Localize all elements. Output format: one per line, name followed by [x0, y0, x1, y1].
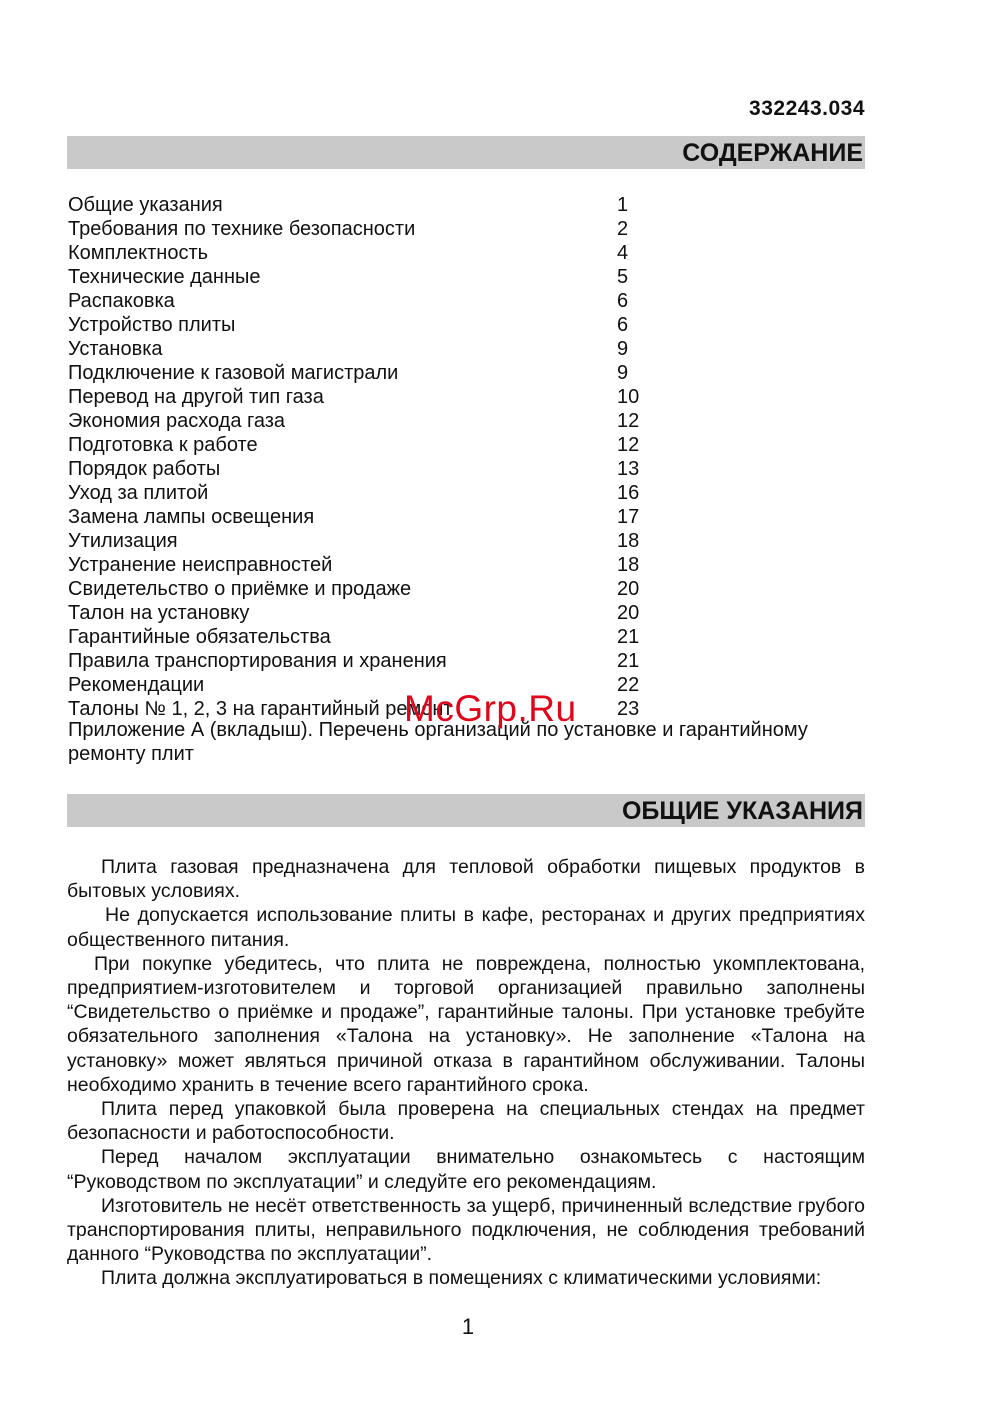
- toc-item-title: Утилизация: [68, 530, 178, 552]
- toc-item-title: Устранение неисправностей: [68, 554, 333, 576]
- toc-item: [68, 385, 868, 409]
- toc-item-page: 17: [617, 506, 640, 528]
- toc-heading: СОДЕРЖАНИЕ: [67, 136, 865, 169]
- toc-item-title: Рекомендации: [68, 674, 205, 696]
- page-number: 1: [461, 1314, 475, 1339]
- toc-item: [68, 313, 868, 337]
- toc-item-page: 10: [617, 386, 640, 408]
- toc-item-title: Подготовка к работе: [68, 434, 258, 456]
- toc-item-title: Талоны № 1, 2, 3 на гарантийный ремонт: [68, 698, 453, 720]
- toc-item-page: 21: [617, 626, 640, 648]
- toc-item-title: Комплектность: [68, 242, 209, 264]
- toc-item-title: Гарантийные обязательства: [68, 626, 331, 648]
- toc-item: [68, 529, 868, 553]
- toc-item: [68, 553, 868, 577]
- toc-item: [68, 433, 868, 457]
- toc-item-page: 23: [617, 698, 640, 720]
- toc-item: [68, 601, 868, 625]
- toc-appendix-entry: Приложение А (вкладыш). Перечень организаций по установке и гарантийному ремонту плит: [68, 719, 808, 765]
- toc-item: [68, 337, 868, 361]
- toc-item-title: Распаковка: [68, 290, 175, 312]
- watermark-logo: McGrp.Ru: [404, 688, 577, 729]
- table-of-contents: [68, 193, 868, 721]
- general-heading: ОБЩИЕ УКАЗАНИЯ: [67, 794, 865, 827]
- toc-item-page: 1: [617, 194, 629, 216]
- toc-item-title: Порядок работы: [68, 458, 221, 480]
- toc-item-page: 2: [617, 218, 629, 240]
- toc-item-page: 21: [617, 650, 640, 672]
- toc-item-page: 16: [617, 482, 640, 504]
- toc-item: [68, 649, 868, 673]
- toc-item-page: 18: [617, 530, 640, 552]
- toc-item-title: Устройство плиты: [68, 314, 236, 336]
- toc-item-page: 12: [617, 410, 640, 432]
- toc-item-page: 18: [617, 554, 640, 576]
- toc-item-page: 6: [617, 314, 629, 336]
- toc-item-title: Экономия расхода газа: [68, 410, 286, 432]
- toc-item-title: Правила транспортирования и хранения: [68, 650, 447, 672]
- toc-item: [68, 409, 868, 433]
- toc-item: [68, 241, 868, 265]
- paragraph: Плита должна эксплуатироваться в помещениях с климатическими условиями:: [101, 1267, 822, 1290]
- toc-item-title: Подключение к газовой магистрали: [68, 362, 399, 384]
- paragraph: Изготовитель не несёт ответственность за ущерб, причиненный вследствие грубого транспортирования плиты, неправильного подключения, не соблюдения требований данного “Руководства по эксплуатации”.: [67, 1194, 865, 1266]
- toc-item-page: 9: [617, 362, 629, 384]
- toc-item-page: 5: [617, 266, 629, 288]
- toc-item-title: Перевод на другой тип газа: [68, 386, 324, 408]
- toc-item-title: Технические данные: [68, 266, 261, 288]
- toc-item: [68, 505, 868, 529]
- toc-item: [68, 217, 868, 241]
- toc-item-title: Требования по технике безопасности: [68, 218, 416, 240]
- paragraph: При покупке убедитесь, что плита не повреждена, полностью укомплектована, предприятием-изготовителем и торговой организацией правильно заполнены “Свидетельство о приёмке и продаже”, гарантийные талоны. При установке требуйте обязательного заполнения «Талона на установку». Не заполнение «Талона на установку» может являться причиной отказа в гарантийном обслуживании. Талоны необходимо хранить в течение всего гарантийного срока.: [67, 952, 865, 1096]
- toc-item-title: Установка: [68, 338, 163, 360]
- toc-item-page: 6: [617, 290, 629, 312]
- toc-item-title: Уход за плитой: [68, 482, 209, 504]
- toc-item-page: 9: [617, 338, 629, 360]
- toc-item: [68, 265, 868, 289]
- toc-item-page: 12: [617, 434, 640, 456]
- paragraph: Не допускается использование плиты в кафе, ресторанах и других предприятиях общественного питания.: [67, 904, 865, 951]
- toc-item-title: Талон на установку: [68, 602, 250, 624]
- toc-item-page: 13: [617, 458, 640, 480]
- toc-item-title: Общие указания: [68, 194, 223, 216]
- toc-item: [68, 625, 868, 649]
- toc-item-page: 20: [617, 602, 640, 624]
- toc-item-page: 4: [617, 242, 629, 264]
- toc-item: [68, 457, 868, 481]
- paragraph: Плита газовая предназначена для тепловой обработки пищевых продуктов в бытовых условиях.: [67, 856, 865, 903]
- toc-item-page: 22: [617, 674, 640, 696]
- document-code: 332243.034: [749, 97, 865, 120]
- toc-item-page: 20: [617, 578, 640, 600]
- toc-item-title: Замена лампы освещения: [68, 506, 315, 528]
- toc-item: [68, 577, 868, 601]
- toc-item: [68, 193, 868, 217]
- general-text: [67, 855, 865, 1291]
- toc-item-title: Свидетельство о приёмке и продаже: [68, 578, 412, 600]
- toc-item: [68, 361, 868, 385]
- toc-item: [68, 481, 868, 505]
- paragraph: Перед началом эксплуатации внимательно ознакомьтесь с настоящим “Руководством по эксплуатации” и следуйте его рекомендациям.: [67, 1146, 865, 1193]
- toc-item: [68, 289, 868, 313]
- paragraph: Плита перед упаковкой была проверена на специальных стендах на предмет безопасности и работоспособности.: [67, 1098, 865, 1145]
